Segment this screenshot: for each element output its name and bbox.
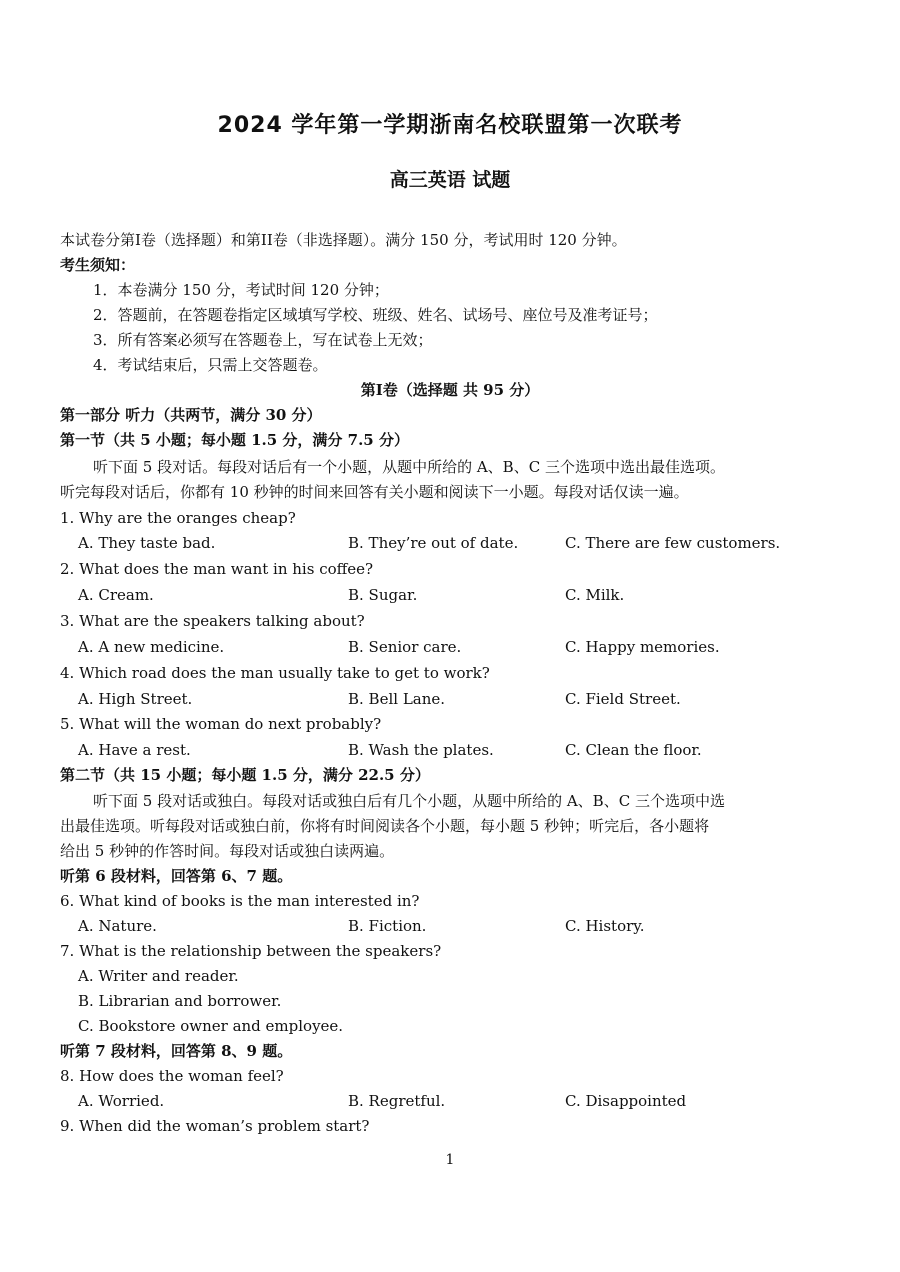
notice-item: 3．所有答案必须写在答题卷上，写在试卷上无效； bbox=[93, 331, 433, 349]
option-a: A. Nature. bbox=[78, 917, 157, 935]
option-a: A. Cream. bbox=[78, 586, 154, 604]
option-b: B. Senior care. bbox=[348, 638, 462, 656]
question-stem: 6. What kind of books is the man interested in? bbox=[60, 892, 420, 910]
page-number: 1 bbox=[445, 1152, 455, 1168]
exam-subtitle: 高三英语 试题 bbox=[389, 169, 511, 191]
option-b: B. Fiction. bbox=[348, 917, 427, 935]
option-b: B. Wash the plates. bbox=[348, 741, 494, 759]
question-stem: 7. What is the relationship between the speakers? bbox=[60, 942, 442, 960]
question-stem: 2. What does the man want in his coffee? bbox=[60, 560, 374, 578]
option-c: C. Bookstore owner and employee. bbox=[78, 1017, 344, 1035]
section-instructions: 听下面 5 段对话。每段对话后有一个小题，从题中所给的 A、B、C 三个选项中选出最佳选项。 bbox=[93, 458, 725, 476]
option-b: B. Librarian and borrower. bbox=[78, 992, 282, 1010]
option-a: A. Writer and reader. bbox=[78, 967, 239, 985]
option-b: B. They’re out of date. bbox=[348, 534, 519, 552]
material-heading: 听第 7 段材料，回答第 8、9 题。 bbox=[60, 1042, 293, 1060]
section-instructions: 听完每段对话后，你都有 10 秒钟的时间来回答有关小题和阅读下一小题。每段对话仅读一遍。 bbox=[60, 483, 689, 501]
option-b: B. Sugar. bbox=[348, 586, 418, 604]
question-stem: 3. What are the speakers talking about? bbox=[60, 612, 365, 630]
notice-item: 2．答题前，在答题卷指定区域填写学校、班级、姓名、试场号、座位号及准考证号； bbox=[93, 306, 658, 324]
notice-item: 1．本卷满分 150 分，考试时间 120 分钟； bbox=[93, 281, 389, 299]
option-a: A. They taste bad. bbox=[78, 534, 216, 552]
question-stem: 9. When did the woman’s problem start? bbox=[60, 1117, 370, 1135]
option-c: C. Happy memories. bbox=[565, 638, 720, 656]
option-c: C. There are few customers. bbox=[565, 534, 781, 552]
option-b: B. Bell Lane. bbox=[348, 690, 446, 708]
volume-heading: 第I卷（选择题 共 95 分） bbox=[360, 381, 540, 399]
option-b: B. Regretful. bbox=[348, 1092, 446, 1110]
option-a: A. Have a rest. bbox=[78, 741, 191, 759]
option-c: C. Field Street. bbox=[565, 690, 681, 708]
question-stem: 8. How does the woman feel? bbox=[60, 1067, 284, 1085]
option-c: C. History. bbox=[565, 917, 645, 935]
section-instructions: 给出 5 秒钟的作答时间。每段对话或独白读两遍。 bbox=[60, 842, 395, 860]
section-instructions: 出最佳选项。听每段对话或独白前，你将有时间阅读各个小题，每小题 5 秒钟；听完后，各小题将 bbox=[60, 817, 710, 835]
option-c: C. Disappointed bbox=[565, 1092, 687, 1110]
intro-text: 本试卷分第I卷（选择题）和第II卷（非选择题）。满分 150 分，考试用时 120 分钟。 bbox=[60, 231, 627, 249]
notice-heading: 考生须知： bbox=[60, 256, 136, 274]
option-a: A. Worried. bbox=[78, 1092, 165, 1110]
notice-item: 4．考试结束后，只需上交答题卷。 bbox=[93, 356, 328, 374]
option-c: C. Milk. bbox=[565, 586, 625, 604]
section-instructions: 听下面 5 段对话或独白。每段对话或独白后有几个小题，从题中所给的 A、B、C 三个选项中选 bbox=[93, 792, 725, 810]
option-a: A. High Street. bbox=[78, 690, 193, 708]
part-heading: 第一部分 听力（共两节，满分 30 分） bbox=[60, 406, 322, 424]
question-stem: 1. Why are the oranges cheap? bbox=[60, 509, 296, 527]
question-stem: 4. Which road does the man usually take to get to work? bbox=[60, 664, 490, 682]
section-heading: 第二节（共 15 小题；每小题 1.5 分，满分 22.5 分） bbox=[60, 766, 430, 784]
section-heading: 第一节（共 5 小题；每小题 1.5 分，满分 7.5 分） bbox=[60, 431, 409, 449]
option-a: A. A new medicine. bbox=[78, 638, 225, 656]
material-heading: 听第 6 段材料，回答第 6、7 题。 bbox=[60, 867, 293, 885]
question-stem: 5. What will the woman do next probably? bbox=[60, 715, 382, 733]
exam-title: 2024 学年第一学期浙南名校联盟第一次联考 bbox=[217, 113, 683, 138]
option-c: C. Clean the floor. bbox=[565, 741, 702, 759]
